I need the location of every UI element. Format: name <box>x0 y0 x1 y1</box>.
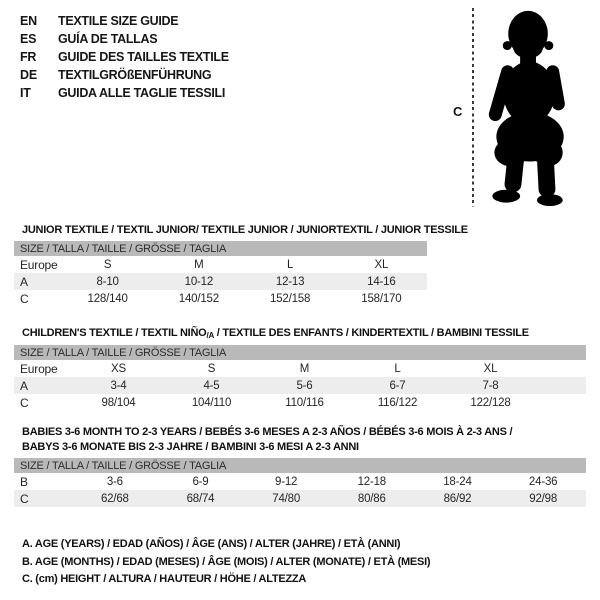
cell: S <box>103 258 112 271</box>
cell: S <box>207 362 216 375</box>
cell: XS <box>111 362 126 375</box>
cell: 10-12 <box>184 275 214 288</box>
lang-row-de <box>20 66 229 84</box>
lang-row-it <box>20 84 229 102</box>
row-label: B <box>20 474 28 489</box>
cell: 152/158 <box>270 292 311 305</box>
lang-title: TEXTILGRÖßENFÜHRUNG <box>58 68 212 82</box>
table-header-row <box>14 458 586 473</box>
size-header-bar: SIZE / TALLA / TAILLE / GRÖSSE / TAGLIA <box>14 458 586 473</box>
height-measure-dashed-line <box>472 8 474 207</box>
cell: 86/92 <box>443 492 472 505</box>
row-label: Europe <box>20 257 58 272</box>
cell-filler <box>537 394 586 411</box>
cell: 3-4 <box>110 379 127 392</box>
cell: 24-36 <box>528 475 558 488</box>
cell: 92/98 <box>529 492 558 505</box>
cell: L <box>394 362 401 375</box>
cell: 18-24 <box>443 475 472 488</box>
table-row <box>14 360 586 377</box>
table-header-row <box>14 345 586 360</box>
table-row <box>14 490 586 507</box>
row-label: C <box>20 491 29 506</box>
cell: M <box>299 362 310 375</box>
footnote-height: C. (cm) HEIGHT / ALTURA / HAUTEUR / HÖHE / ALTEZZA <box>22 573 307 585</box>
row-label: Europe <box>20 361 58 376</box>
cell: 7-8 <box>482 379 499 392</box>
table-row <box>14 377 586 394</box>
junior-section-heading: JUNIOR TEXTILE / TEXTIL JUNIOR/ TEXTILE JUNIOR / JUNIORTEXTIL / JUNIOR TESSILE <box>22 224 468 237</box>
heading-line-1: BABIES 3-6 MONTH TO 2-3 YEARS / BEBÉS 3-6 MESES A 2-3 AÑOS / BÉBÉS 3-6 MOIS À 2-3 ANS / <box>22 426 513 439</box>
cell: 128/140 <box>87 292 128 305</box>
junior-size-table <box>14 241 427 307</box>
language-title-list <box>20 12 229 102</box>
lang-code: IT <box>20 86 31 100</box>
cell: 12-13 <box>275 275 305 288</box>
heading-line-2: BABYS 3-6 MONATE BIS 2-3 JAHRE / BAMBINI 3-6 MESI A 2-3 ANNI <box>22 441 359 454</box>
children-size-table <box>14 345 586 411</box>
table-row <box>14 256 427 273</box>
table-header-row <box>14 241 427 256</box>
cell: 9-12 <box>275 475 298 488</box>
cell: 4-5 <box>203 379 220 392</box>
cell: 80/86 <box>357 492 386 505</box>
babies-size-table <box>14 458 586 507</box>
legend-footnotes <box>22 536 430 589</box>
cell: XL <box>374 258 389 271</box>
cell: 8-10 <box>96 275 119 288</box>
cell: 140/152 <box>178 292 219 305</box>
cell: 14-16 <box>367 275 396 288</box>
cell: 98/104 <box>101 396 136 409</box>
table-row <box>14 394 586 411</box>
cell: 6-9 <box>192 475 209 488</box>
cell-filler <box>537 377 586 394</box>
cell-filler <box>537 360 586 377</box>
height-label-c: C <box>453 104 463 119</box>
row-label: C <box>20 395 29 410</box>
lang-code: DE <box>20 68 37 82</box>
cell: 5-6 <box>296 379 313 392</box>
heading-text: / TEXTILE DES ENFANTS / KINDERTEXTIL / BAMBINI TESSILE <box>213 327 529 340</box>
size-header-bar: SIZE / TALLA / TAILLE / GRÖSSE / TAGLIA <box>14 241 427 256</box>
cell: 3-6 <box>106 475 123 488</box>
lang-code: FR <box>20 50 37 64</box>
row-label: A <box>20 274 28 289</box>
lang-code: EN <box>20 14 37 28</box>
lang-title: GUIDE DES TAILLES TEXTILE <box>58 50 229 64</box>
lang-row-fr <box>20 48 229 66</box>
cell: XL <box>483 362 498 375</box>
cell: 122/128 <box>470 396 511 409</box>
size-header-bar: SIZE / TALLA / TAILLE / GRÖSSE / TAGLIA <box>14 345 586 360</box>
table-row <box>14 473 586 490</box>
lang-row-en <box>20 12 229 30</box>
cell: 116/122 <box>377 396 418 409</box>
table-row <box>14 290 427 307</box>
row-label: C <box>20 291 29 306</box>
lang-title: GUIDA ALLE TAGLIE TESSILI <box>58 86 226 100</box>
cell: 12-18 <box>357 475 386 488</box>
babies-section-heading <box>22 425 582 455</box>
heading-subscript: /A <box>206 331 214 341</box>
cell: 104/110 <box>191 396 232 409</box>
cell: 6-7 <box>389 379 406 392</box>
footnote-age-months: B. AGE (MONTHS) / EDAD (MESES) / ÂGE (MOIS) / ALTER (MONATE) / ETÀ (MESI) <box>22 555 431 568</box>
cell: M <box>194 258 204 271</box>
lang-title: TEXTILE SIZE GUIDE <box>58 14 179 28</box>
lang-code: ES <box>20 32 37 46</box>
footnote-age-years: A. AGE (YEARS) / EDAD (AÑOS) / ÂGE (ANS) / ALTER (JAHRE) / ETÀ (ANNI) <box>22 538 401 550</box>
lang-title: GUÍA DE TALLAS <box>58 32 158 46</box>
cell: 68/74 <box>186 492 215 505</box>
row-label: A <box>20 378 28 393</box>
lang-row-es <box>20 30 229 48</box>
cell: 110/116 <box>285 396 324 409</box>
cell: 62/68 <box>100 492 129 505</box>
cell: 74/80 <box>272 492 301 505</box>
table-row <box>14 273 427 290</box>
cell: 158/170 <box>361 292 402 305</box>
children-section-heading <box>22 327 529 339</box>
cell: L <box>287 258 294 271</box>
toddler-silhouette-icon <box>478 2 588 210</box>
heading-text: CHILDREN'S TEXTILE / TEXTIL NIÑO <box>22 327 207 340</box>
